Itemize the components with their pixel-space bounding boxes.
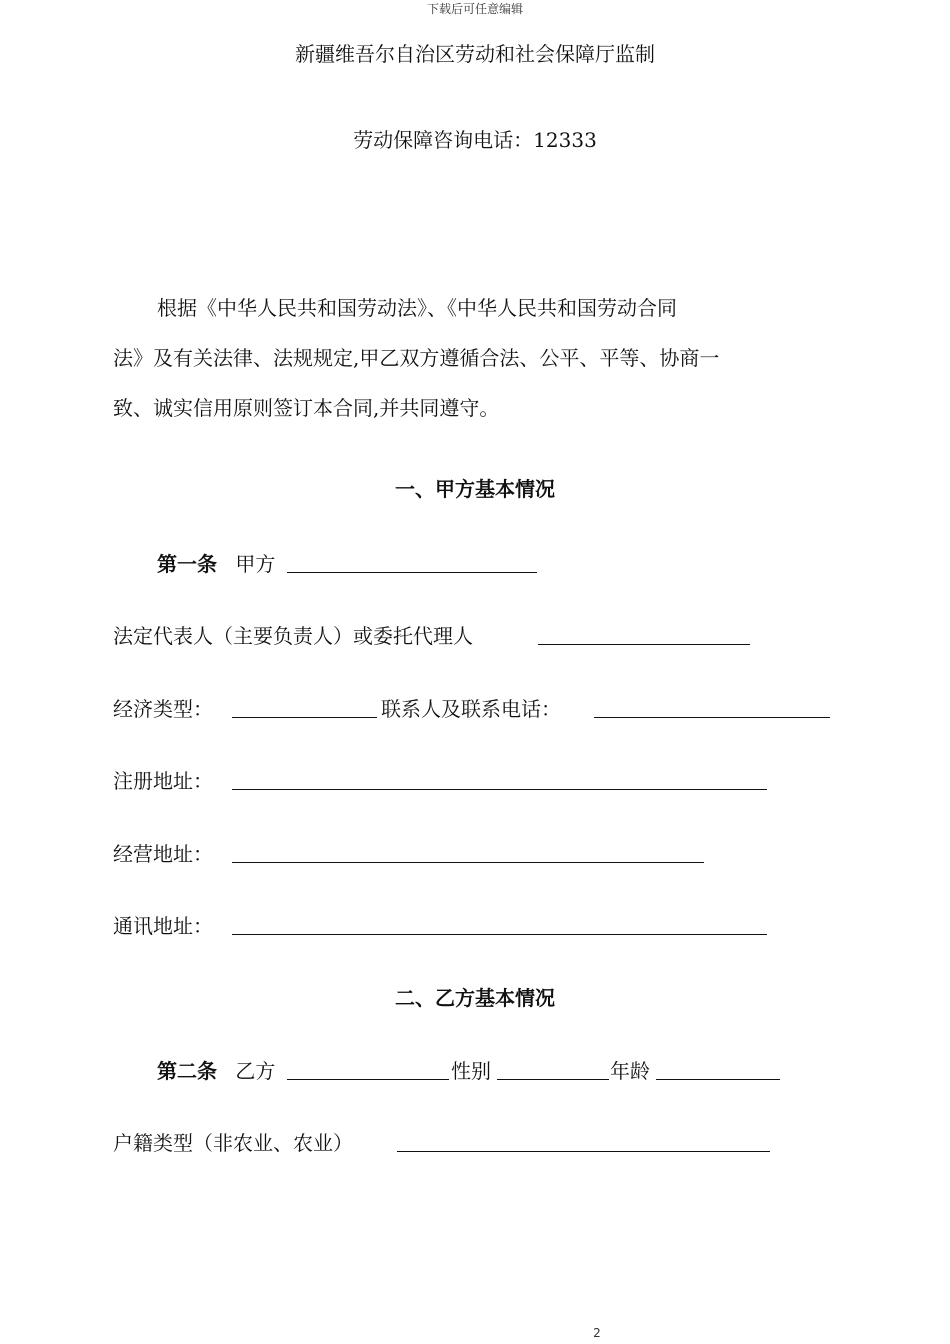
age-blank[interactable] xyxy=(656,1079,780,1080)
section1-heading: 一、甲方基本情况 xyxy=(395,477,555,501)
registered-address-label: 注册地址： xyxy=(113,769,213,793)
party-a-blank[interactable] xyxy=(287,572,537,573)
intro-line-2: 法》及有关法律、法规规定,甲乙双方遵循合法、公平、平等、协商一 xyxy=(113,346,720,370)
page-number: 2 xyxy=(593,1326,601,1340)
party-a-label: 甲方 xyxy=(235,552,276,576)
article2-label: 第二条 xyxy=(157,1059,217,1083)
contact-label: 联系人及联系电话： xyxy=(381,697,561,721)
age-label: 年龄 xyxy=(610,1059,650,1083)
household-type-label: 户籍类型（非农业、农业） xyxy=(113,1131,353,1155)
business-address-label: 经营地址： xyxy=(113,842,213,866)
issuer-line: 新疆维吾尔自治区劳动和社会保障厅监制 xyxy=(295,42,655,66)
contact-blank[interactable] xyxy=(594,717,830,718)
mailing-address-label: 通讯地址： xyxy=(113,914,213,938)
economic-type-label: 经济类型： xyxy=(113,697,213,721)
article1-label: 第一条 xyxy=(157,552,217,576)
section2-heading: 二、乙方基本情况 xyxy=(395,986,555,1010)
gender-label: 性别 xyxy=(451,1059,491,1083)
legal-rep-label: 法定代表人（主要负责人）或委托代理人 xyxy=(113,624,473,648)
intro-paragraph xyxy=(113,283,843,433)
economic-type-blank[interactable] xyxy=(232,717,377,718)
party-b-label: 乙方 xyxy=(235,1059,276,1083)
hotline-line: 劳动保障咨询电话：12333 xyxy=(353,128,597,152)
intro-line-3: 致、诚实信用原则签订本合同,并共同遵守。 xyxy=(113,396,500,420)
gender-blank[interactable] xyxy=(497,1079,609,1080)
household-type-blank[interactable] xyxy=(397,1151,770,1152)
intro-line-1: 根据《中华人民共和国劳动法》、《中华人民共和国劳动合同 xyxy=(157,296,677,320)
mailing-address-blank[interactable] xyxy=(232,934,767,935)
legal-rep-blank[interactable] xyxy=(538,644,750,645)
business-address-blank[interactable] xyxy=(232,862,704,863)
top-note: 下载后可任意编辑 xyxy=(426,2,523,16)
article1-row xyxy=(157,548,275,577)
party-b-blank[interactable] xyxy=(287,1079,449,1080)
registered-address-blank[interactable] xyxy=(232,789,767,790)
article2-row xyxy=(157,1055,275,1084)
